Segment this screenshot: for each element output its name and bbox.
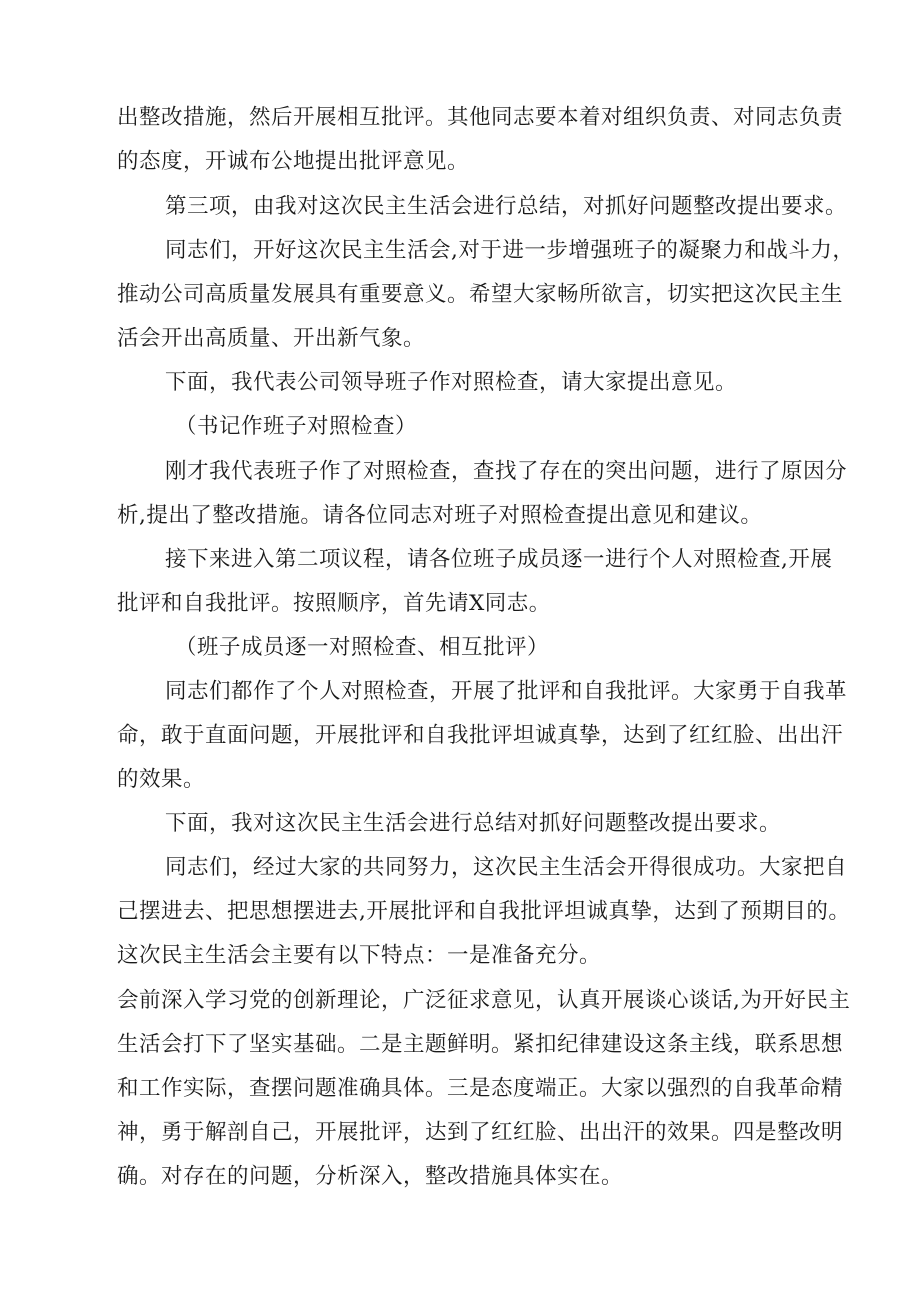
text-line: 析,提出了整改措施。请各位同志对班子对照检查提出意见和建议。 [117,503,763,528]
text-line: 同志们，开好这次民主生活会,对于进一步增强班子的凝聚力和战斗力， [165,238,855,263]
text-line: 接下来进入第二项议程，请各位班子成员逐一进行个人对照检查,开展 [165,547,833,572]
text-line: 批评和自我批评。按照顺序，首先请X同志。 [117,591,551,616]
text-line: 下面，我代表公司领导班子作对照检查，请大家提出意见。 [165,370,738,395]
text-line: 神，勇于解剖自己，开展批评，达到了红红脸、出出汗的效果。四是整改明 [117,1120,844,1145]
text-line: （书记作班子对照检查） [175,414,418,439]
text-line: 确。对存在的问题，分析深入，整改措施具体实在。 [117,1164,624,1189]
text-line: 同志们都作了个人对照检查，开展了批评和自我批评。大家勇于自我革 [165,679,848,704]
text-line: 这次民主生活会主要有以下特点：一是准备充分。 [117,943,602,968]
text-line: 出整改措施，然后开展相互批评。其他同志要本着对组织负责、对同志负责 [117,105,844,130]
text-line: 的效果。 [117,767,206,792]
text-line: 刚才我代表班子作了对照检查，查找了存在的突出问题，进行了原因分 [165,459,848,484]
text-line: 第三项，由我对这次民主生活会进行总结，对抓好问题整改提出要求。 [165,194,848,219]
text-line: 生活会打下了坚实基础。二是主题鲜明。紧扣纪律建设这条主线，联系思想 [117,1032,844,1057]
text-line: 下面，我对这次民主生活会进行总结对抓好问题整改提出要求。 [165,811,782,836]
text-line: 推动公司高质量发展具有重要意义。希望大家畅所欲言，切实把这次民主生 [117,282,844,307]
text-line: 同志们，经过大家的共同努力，这次民主生活会开得很成功。大家把自 [165,855,848,880]
text-line: 己摆进去、把思想摆进去,开展批评和自我批评坦诚真挚，达到了预期目的。 [117,899,851,924]
text-line: （班子成员逐一对照检查、相互批评） [175,635,550,660]
text-line: 的态度，开诚布公地提出批评意见。 [117,149,470,174]
text-line: 和工作实际，查摆问题准确具体。三是态度端正。大家以强烈的自我革命精 [117,1076,844,1101]
text-line: 会前深入学习党的创新理论，广泛征求意见，认真开展谈心谈话,为开好民主 [117,988,851,1013]
text-line: 命，敢于直面问题，开展批评和自我批评坦诚真挚，达到了红红脸、出出汗 [117,723,844,748]
text-line: 活会开出高质量、开出新气象。 [117,326,426,351]
